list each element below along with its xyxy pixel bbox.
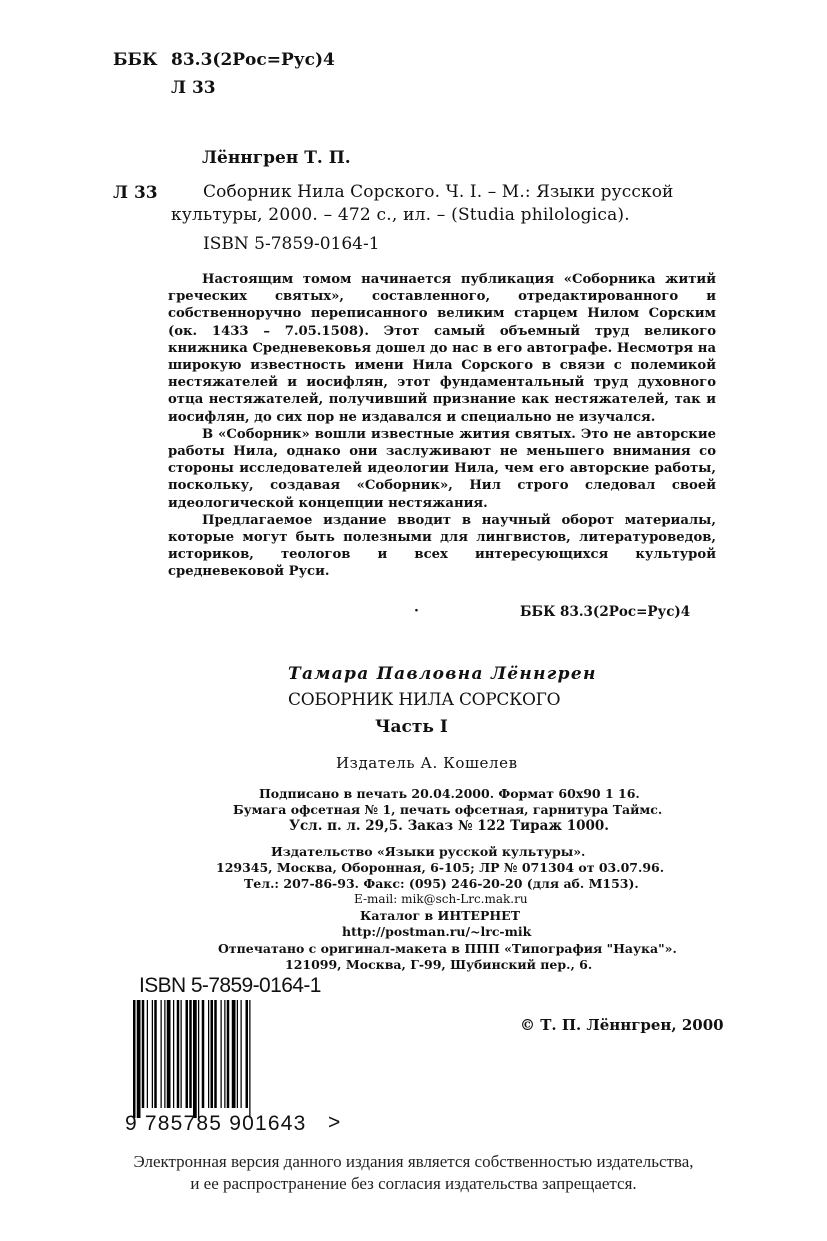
- annotation-bbk: ББК 83.3(2Рос=Рус)4: [520, 604, 691, 620]
- annotation-paragraph: Настоящим томом начинается публикация «Соборника житий греческих святых», составленного, отредактированного и собственноручно переписанного великим старцем Нилом Сорским (ок. 1433 – 7.05.1508). Этот самый объемный труд великого книжника Средневековья дошел до нас в его автографе. Несмотря на широкую известность имени Нила Сорского в связи с полемикой нестяжателей и иосифлян, этот фундаментальный труд духовного отца нестяжателей, получивший признание как нестяжателей, так и иосифлян, до сих пор не издавался и специально не изучался.: [168, 272, 716, 425]
- annotation: [168, 271, 716, 581]
- barcode-bar: [237, 1000, 238, 1108]
- barcode-bar: [214, 1000, 217, 1108]
- spec-line: Бумага офсетная № 1, печать офсетная, гарнитура Таймс.: [233, 802, 663, 817]
- barcode-bar: [249, 1000, 250, 1118]
- spec-line: Усл. п. л. 29,5. Заказ № 122 Тираж 1000.: [289, 818, 609, 834]
- barcode-bar: [154, 1000, 157, 1108]
- copyright: © Т. П. Лённгрен, 2000: [520, 1016, 724, 1034]
- footer-line-1: Электронная версия данного издания является собственностью издательства,: [133, 1152, 694, 1171]
- publisher-info-line: 129345, Москва, Оборонная, 6-105; ЛР № 071304 от 03.07.96.: [216, 860, 665, 875]
- barcode-bar: [152, 1000, 153, 1108]
- barcode-bar: [227, 1000, 230, 1108]
- barcode-digits: 9 785785 901643: [125, 1112, 307, 1135]
- bbk-code: 83.3(2Рос=Рус)4: [171, 50, 335, 70]
- annotation-paragraph: Предлагаемое издание вводит в научный оборот материалы, которые могут быть полезными для лингвистов, литературоведов, историков, теологов и всех интересующихся культурой средневековой Руси.: [168, 512, 716, 580]
- barcode-bar: [232, 1000, 236, 1108]
- barcode-bar: [241, 1000, 242, 1108]
- printing-line: Отпечатано с оригинал-макета в ППП «Типография "Наука"».: [218, 941, 677, 956]
- barcode-isbn-text: ISBN 5-7859-0164-1: [139, 974, 321, 997]
- barcode-bar: [161, 1000, 162, 1108]
- bullet-dot: ·: [414, 603, 419, 619]
- barcode-bar: [137, 1000, 141, 1118]
- record-line-1: Соборник Нила Сорского. Ч. I. – М.: Языки русской: [203, 182, 674, 202]
- publisher-info-line: Тел.: 207-86-93. Факс: (095) 246-20-20 (для аб. М153).: [244, 876, 639, 891]
- imprint-publisher: Издатель А. Кошелев: [336, 754, 518, 772]
- record-author: Лённгрен Т. П.: [202, 148, 351, 168]
- publisher-info-line: Каталог в ИНТЕРНЕТ: [360, 908, 521, 923]
- barcode-bar: [177, 1000, 180, 1108]
- publisher-info-line: Издательство «Языки русской культуры».: [271, 844, 586, 859]
- barcode-bar: [246, 1000, 249, 1108]
- barcode-bar: [133, 1000, 136, 1118]
- imprint-title: СОБОРНИК НИЛА СОРСКОГО: [288, 690, 561, 710]
- barcode-bar: [211, 1000, 214, 1108]
- isbn-barcode: [125, 974, 356, 1138]
- record-code: Л 33: [113, 183, 158, 203]
- barcode-bar: [173, 1000, 174, 1108]
- bbk-label: ББК: [113, 50, 158, 70]
- barcode-bars: [131, 1000, 356, 1120]
- barcode-bar: [193, 1000, 197, 1118]
- barcode-bar: [186, 1000, 189, 1108]
- barcode-bar: [142, 1000, 145, 1108]
- barcode-bar: [208, 1000, 209, 1108]
- barcode-bar: [221, 1000, 222, 1108]
- barcode-bar: [202, 1000, 205, 1108]
- publisher-email: E-mail: mik@sch-Lrc.mak.ru: [354, 892, 528, 906]
- barcode-bar: [224, 1000, 225, 1108]
- barcode-bar: [167, 1000, 171, 1108]
- publisher-url: http://postman.ru/~lrc-mik: [342, 924, 532, 939]
- barcode-bar: [147, 1000, 148, 1108]
- barcode-bar: [164, 1000, 165, 1108]
- spec-line: Подписано в печать 20.04.2000. Формат 60х90 1 16.: [259, 786, 640, 801]
- imprint-author: Тамара Павловна Лённгрен: [288, 664, 597, 684]
- barcode-bar: [198, 1000, 199, 1118]
- record-isbn: ISBN 5-7859-0164-1: [203, 234, 380, 254]
- barcode-bar: [181, 1000, 182, 1108]
- barcode-arrow: >: [328, 1111, 341, 1134]
- annotation-paragraph: В «Соборник» вошли известные жития святых. Это не авторские работы Нила, однако они заслуживают не меньшего внимания со стороны исследователей идеологии Нила, чем его авторские работы, поскольку, создавая «Соборник», Нил строго следовал своей идеологической концепции нестяжания.: [168, 426, 716, 511]
- printing-line: 121099, Москва, Г-99, Шубинский пер., 6.: [285, 957, 593, 972]
- author-code: Л 33: [171, 78, 216, 98]
- barcode-bar: [189, 1000, 192, 1108]
- record-line-2: культуры, 2000. – 472 с., ил. – (Studia philologica).: [171, 205, 630, 225]
- imprint-part: Часть I: [375, 717, 448, 737]
- footer-line-2: и ее распространение без согласия издательства запрещается.: [190, 1174, 637, 1193]
